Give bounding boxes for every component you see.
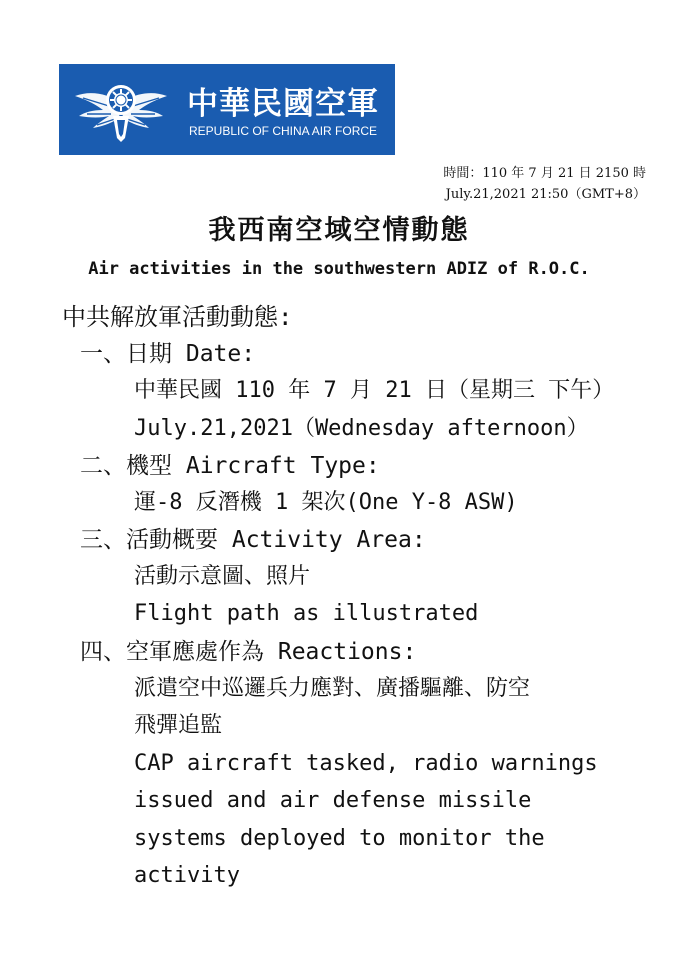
section-date-label: 一、日期 Date:	[80, 341, 256, 367]
brand-name-english: REPUBLIC OF CHINA AIR FORCE	[189, 124, 378, 138]
reactions-line-2: 飛彈追監	[134, 713, 223, 738]
section-heading: 中共解放軍活動動態:	[62, 303, 293, 331]
reactions-line-5: systems deployed to monitor the	[134, 826, 545, 851]
air-force-emblem-icon	[73, 72, 169, 146]
brand-name-chinese: 中華民國空軍	[187, 86, 379, 122]
date-line-english: July.21,2021（Wednesday afternoon）	[134, 416, 589, 441]
page-title-chinese: 我西南空域空情動態	[208, 215, 470, 246]
air-force-logo-banner	[59, 64, 395, 155]
section-reactions-label: 四、空軍應處作為 Reactions:	[80, 639, 417, 665]
activity-line-english: Flight path as illustrated	[134, 601, 479, 626]
timestamp-english: July.21,2021 21:50（GMT+8）	[445, 187, 646, 202]
reactions-line-1: 派遣空中巡邏兵力應對、廣播驅離、防空	[134, 676, 531, 701]
reactions-line-6: activity	[134, 863, 240, 888]
page-title-english: Air activities in the southwestern ADIZ of R.O.C.	[88, 259, 590, 279]
timestamp-chinese: 時間：110 年 7 月 21 日 2150 時	[443, 166, 646, 181]
activity-line-chinese: 活動示意圖、照片	[134, 564, 311, 589]
section-aircraft-label: 二、機型 Aircraft Type:	[80, 453, 380, 479]
aircraft-line: 運-8 反潛機 1 架次(One Y-8 ASW)	[134, 490, 518, 515]
reactions-line-3: CAP aircraft tasked, radio warnings	[134, 751, 598, 776]
section-activity-label: 三、活動概要 Activity Area:	[80, 527, 426, 553]
reactions-line-4: issued and air defense missile	[134, 788, 532, 813]
date-line-chinese: 中華民國 110 年 7 月 21 日（星期三 下午）	[134, 378, 615, 403]
timestamp-block	[443, 163, 646, 205]
